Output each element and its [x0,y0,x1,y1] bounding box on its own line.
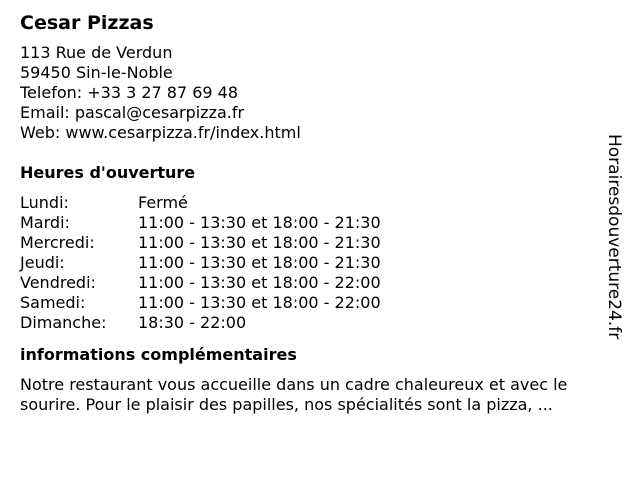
time-value: 11:00 - 13:30 et 18:00 - 21:30 [138,233,381,252]
day-label: Lundi: [20,193,69,212]
hours-row-wednesday [20,233,620,253]
time-value: 11:00 - 13:30 et 18:00 - 21:30 [138,253,381,272]
hours-row-saturday [20,293,620,313]
day-label: Samedi: [20,293,86,312]
hours-row-tuesday [20,213,620,233]
brand-watermark: Horairesdouverture24.fr [604,134,624,340]
time-value: 11:00 - 13:30 et 18:00 - 22:00 [138,273,381,292]
day-label: Jeudi: [20,253,65,272]
hours-heading: Heures d'ouverture [20,163,196,182]
info-heading: informations complémentaires [20,345,297,364]
time-value: 18:30 - 22:00 [138,313,247,332]
business-card [20,10,620,415]
hours-row-monday [20,193,620,213]
time-value: Fermé [138,193,188,212]
hours-row-sunday [20,313,620,333]
day-label: Dimanche: [20,313,107,332]
website-url: Web: www.cesarpizza.fr/index.html [20,123,301,142]
opening-hours-table [20,193,620,333]
day-label: Mardi: [20,213,70,232]
info-description: Notre restaurant vous accueille dans un cadre chaleureux et avec le sourire. Pour le plaisir des papilles, nos spécialités sont la pizza, ... [20,375,568,414]
address-city: 59450 Sin-le-Noble [20,63,173,82]
business-name: Cesar Pizzas [20,12,154,34]
contact-block [20,43,620,143]
phone-number: Telefon: +33 3 27 87 69 48 [20,83,239,102]
day-label: Mercredi: [20,233,95,252]
time-value: 11:00 - 13:30 et 18:00 - 21:30 [138,213,381,232]
email-address: Email: pascal@cesarpizza.fr [20,103,245,122]
address-street: 113 Rue de Verdun [20,43,173,62]
time-value: 11:00 - 13:30 et 18:00 - 22:00 [138,293,381,312]
hours-row-friday [20,273,620,293]
day-label: Vendredi: [20,273,96,292]
hours-row-thursday [20,253,620,273]
